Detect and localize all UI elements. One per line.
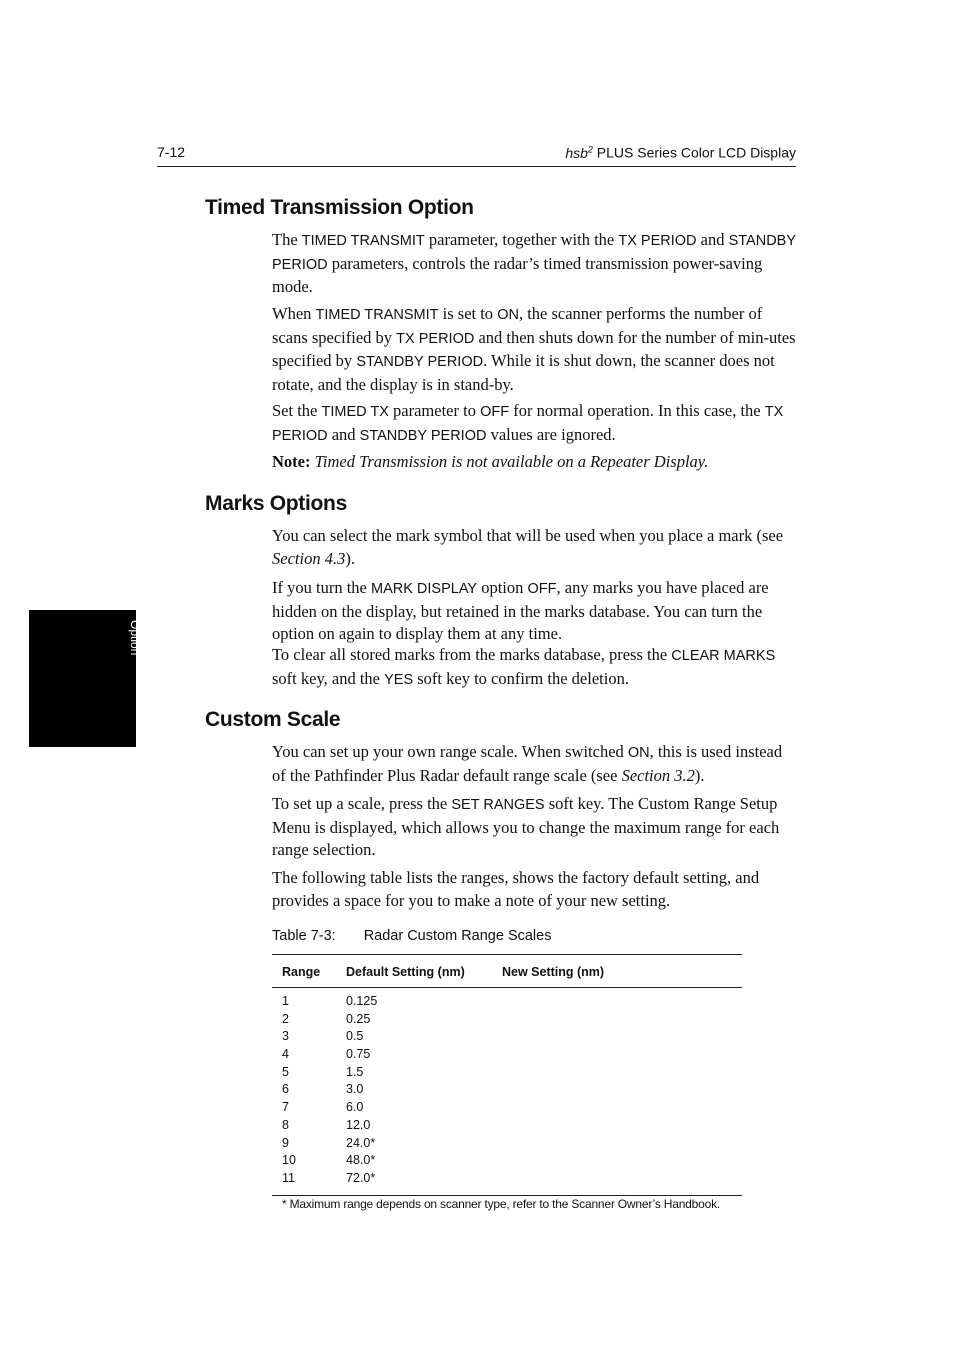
range-cell: 6 — [282, 1082, 289, 1097]
marks-para-1: You can select the mark symbol that will be used when you place a mark (see Section 4.3). — [272, 526, 784, 568]
default-cell: 0.75 — [346, 1047, 371, 1062]
range-cell: 4 — [282, 1047, 289, 1062]
table-row — [272, 1047, 742, 1065]
heading-marks-options: Marks Options — [205, 492, 347, 515]
custom-para-1: You can set up your own range scale. When switched ON, this is used instead of the Pathfinder Plus Radar default range scale (see Section 3.2). — [272, 742, 783, 785]
range-cell: 5 — [282, 1064, 289, 1079]
custom-para-2: To set up a scale, press the SET RANGES soft key. The Custom Range Setup Menu is displayed, which allows you to change the maximum range for each range selection. — [272, 794, 780, 859]
range-cell: 11 — [282, 1170, 295, 1185]
header-new-setting: New Setting (nm) — [502, 965, 605, 979]
range-cell: 10 — [282, 1153, 296, 1168]
table-row — [272, 1012, 742, 1030]
default-cell: 3.0 — [346, 1082, 364, 1097]
marks-para-2: If you turn the MARK DISPLAY option OFF, any marks you have placed are hidden on the display, but retained in the marks database. You can turn the option on again to display them at any time. — [272, 578, 769, 643]
heading-timed-transmission: Timed Transmission Option — [205, 196, 474, 219]
default-cell: 0.125 — [346, 994, 378, 1008]
table-caption-title: Radar Custom Range Scales — [363, 928, 552, 944]
table-row — [272, 1171, 742, 1189]
default-cell: 6.0 — [346, 1100, 364, 1115]
table-row — [272, 1136, 742, 1154]
note-label: Note: — [272, 452, 311, 471]
page-header — [157, 142, 796, 167]
default-cell: 0.5 — [346, 1029, 364, 1044]
page-number: 7-12 — [157, 144, 186, 160]
timed-note — [272, 451, 797, 474]
range-cell: 1 — [282, 994, 289, 1008]
table-row — [272, 994, 742, 1012]
range-cell: 7 — [282, 1100, 289, 1115]
note-text: Timed Transmission is not available on a Repeater Display. — [310, 452, 709, 471]
range-scales-table — [272, 954, 742, 1196]
range-cell: 3 — [282, 1029, 289, 1044]
table-footnote: * Maximum range depends on scanner type, refer to the Scanner Owner’s Handbook. — [282, 1197, 721, 1211]
table-row — [272, 1065, 742, 1083]
range-cell: 9 — [282, 1135, 289, 1150]
header-default-setting: Default Setting (nm) — [346, 965, 465, 979]
running-title-rest: PLUS Series Color LCD Display — [592, 144, 796, 161]
default-cell: 12.0 — [346, 1117, 371, 1132]
table-caption — [272, 928, 551, 944]
default-cell: 0.25 — [346, 1011, 371, 1026]
running-title — [565, 144, 796, 161]
default-cell: 24.0* — [346, 1135, 376, 1150]
heading-custom-scale: Custom Scale — [205, 708, 341, 731]
range-cell: 8 — [282, 1117, 289, 1132]
default-cell: 72.0* — [346, 1170, 376, 1185]
timed-para-3: Set the TIMED TX parameter to OFF for normal operation. In this case, the TX PERIOD and STANDBY PERIOD values are ignored. — [272, 401, 784, 444]
section-side-tab — [29, 610, 157, 747]
table-body — [272, 988, 742, 1195]
table-header-row — [272, 955, 742, 988]
default-cell: 1.5 — [346, 1064, 364, 1079]
running-title-italic: hsb$^2$ — [565, 144, 593, 161]
range-cell: 2 — [282, 1011, 289, 1026]
header-range: Range — [282, 965, 321, 979]
table-row — [272, 1118, 742, 1136]
table-row — [272, 1153, 742, 1171]
timed-para-1: The TIMED TRANSMIT parameter, together with the TX PERIOD and STANDBY PERIOD parameters, controls the radar’s timed transmission power-saving mode. — [272, 230, 796, 296]
custom-para-3: The following table lists the ranges, shows the factory default setting, and provides a space for you to make a note of your new setting. — [272, 868, 760, 910]
table-caption-label: Table 7-3: — [272, 928, 336, 944]
marks-para-3: To clear all stored marks from the marks database, press the CLEAR MARKS soft key, and the YES soft key to confirm the deletion. — [272, 645, 776, 688]
table-row — [272, 1029, 742, 1047]
side-tab-label: Timed Transmission Option — [128, 620, 157, 727]
timed-para-2: When TIMED TRANSMIT is set to ON, the scanner performs the number of scans specified by TX PERIOD and then shuts down for the number of min-utes specified by STANDBY PERIOD. While it is shut down, the scanner does not rotate, and the display is in stand-by. — [272, 304, 796, 394]
table-row — [272, 1082, 742, 1100]
table-row — [272, 1100, 742, 1118]
default-cell: 48.0* — [346, 1153, 376, 1168]
